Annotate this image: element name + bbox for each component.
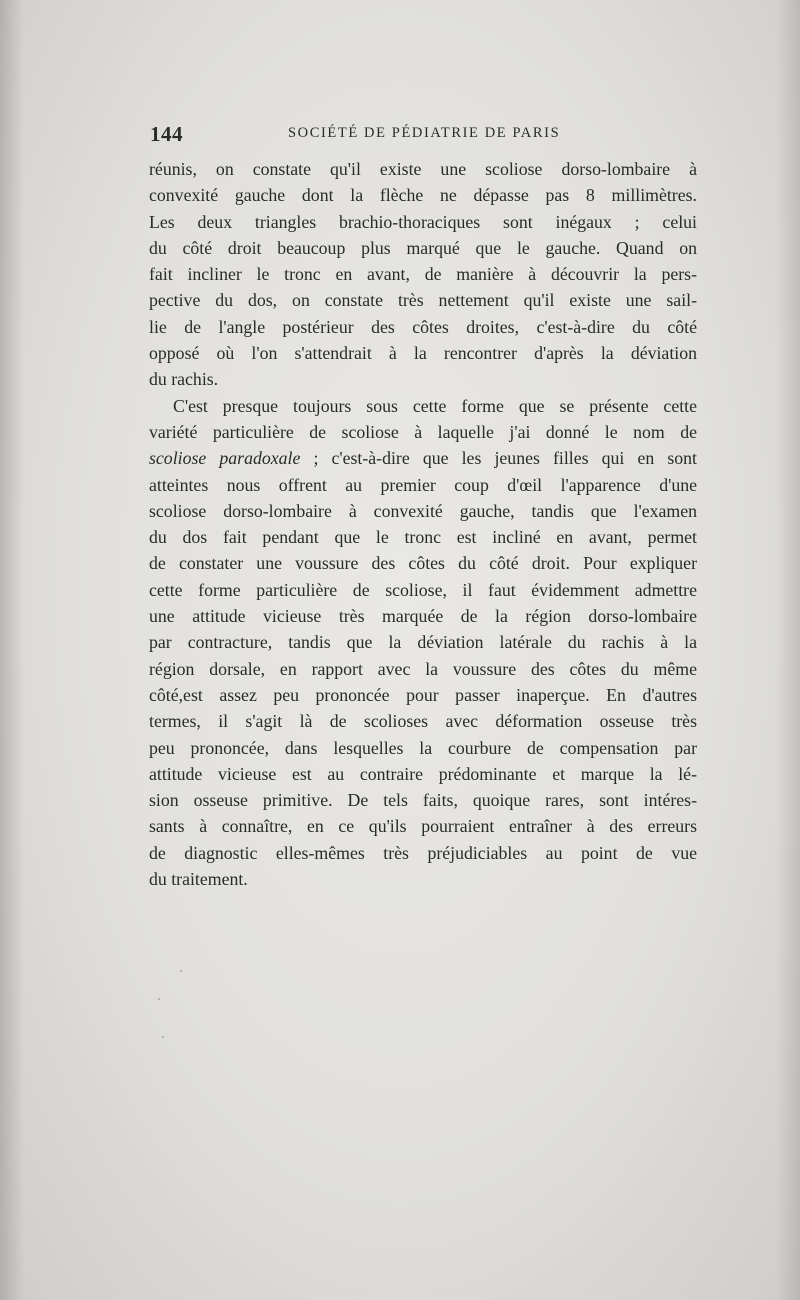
text-line: C'est presque toujours sous cette forme que se présente cette xyxy=(173,395,697,416)
text-line: du traitement. xyxy=(149,869,248,890)
text-line: Les deux triangles brachio-thoraciques sont inégaux ; celui xyxy=(149,211,697,232)
page-number: 144 xyxy=(150,122,183,146)
text-line: fait incliner le tronc en avant, de manière à découvrir la pers- xyxy=(149,264,697,285)
body-text xyxy=(149,156,697,892)
text-line: région dorsale, en rapport avec la voussure des côtes du même xyxy=(149,658,697,679)
right-edge-shadow xyxy=(776,0,800,1300)
text-line: par contracture, tandis que la déviation latérale du rachis à la xyxy=(149,632,697,653)
text-line: lie de l'angle postérieur des côtes droites, c'est-à-dire du côté xyxy=(149,316,697,337)
text-line: réunis, on constate qu'il existe une scoliose dorso-lombaire à xyxy=(149,159,697,179)
text-line: convexité gauche dont la flèche ne dépasse pas 8 millimètres. xyxy=(149,185,697,206)
italic-term: scoliose paradoxale xyxy=(149,448,301,469)
text-line: de constater une voussure des côtes du côté droit. Pour expliquer xyxy=(149,553,697,574)
text-line: atteintes nous offrent au premier coup d'œil l'apparence d'une xyxy=(149,474,697,495)
text-line: une attitude vicieuse très marquée de la région dorso-lombaire xyxy=(149,606,697,627)
text-line: sants à connaître, en ce qu'ils pourraient entraîner à des erreurs xyxy=(149,816,697,837)
paper-speck xyxy=(180,970,182,972)
text-line: cette forme particulière de scoliose, il faut évidemment admettre xyxy=(149,579,697,600)
paper-speck xyxy=(162,1036,164,1038)
text-line: du rachis. xyxy=(149,369,219,390)
left-edge-shadow xyxy=(0,0,24,1300)
text-line: de diagnostic elles-mêmes très préjudiciables au point de vue xyxy=(149,842,697,863)
text-line: sion osseuse primitive. De tels faits, quoique rares, sont intéres- xyxy=(149,790,697,811)
text-line: termes, il s'agit là de scolioses avec déformation osseuse très xyxy=(149,711,697,732)
text-line-rest: ; c'est-à-dire que les jeunes filles qui en sont xyxy=(313,448,697,469)
text-line: attitude vicieuse est au contraire prédominante et marque la lé- xyxy=(149,763,697,784)
text-line: du côté droit beaucoup plus marqué que le gauche. Quand on xyxy=(149,237,697,258)
text-line: peu prononcée, dans lesquelles la courbure de compensation par xyxy=(149,737,697,758)
text-line: côté,est assez peu prononcée pour passer inaperçue. En d'autres xyxy=(149,684,697,705)
text-line-with-italic xyxy=(149,445,697,471)
text-line: du dos fait pendant que le tronc est incliné en avant, permet xyxy=(149,527,697,548)
text-line: scoliose dorso-lombaire à convexité gauche, tandis que l'examen xyxy=(149,500,697,521)
paper-specks xyxy=(150,970,210,1050)
text-line: variété particulière de scoliose à laquelle j'ai donné le nom de xyxy=(149,421,697,442)
text-line: opposé où l'on s'attendrait à la rencontrer d'après la déviation xyxy=(149,343,697,364)
text-line: pective du dos, on constate très nettement qu'il existe une sail- xyxy=(149,290,697,311)
running-title: SOCIÉTÉ DE PÉDIATRIE DE PARIS xyxy=(288,125,561,141)
page-header xyxy=(150,122,698,146)
paper-speck xyxy=(158,998,160,1000)
